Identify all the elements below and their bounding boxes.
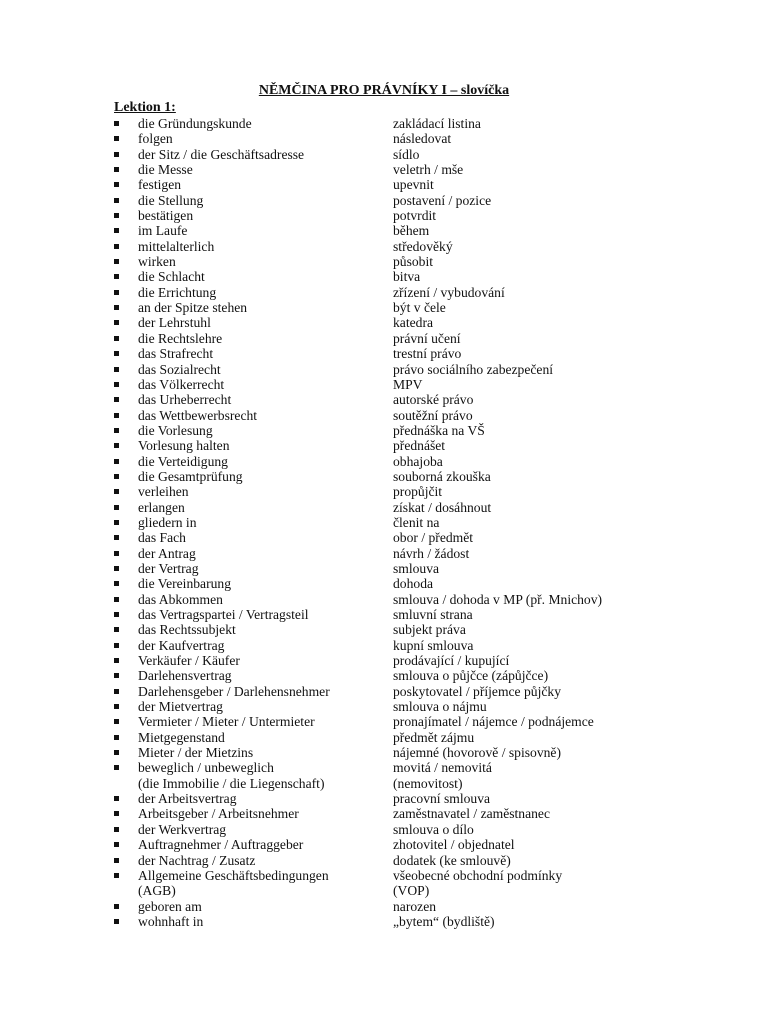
german-term: das Fach (138, 530, 186, 546)
german-term: (die Immobilie / die Liegenschaft) (138, 775, 325, 791)
czech-translation: během (393, 223, 430, 239)
czech-translation: sídlo (393, 146, 420, 162)
bullet-icon (114, 351, 119, 356)
bullet-icon (114, 811, 119, 816)
vocabulary-row (114, 914, 674, 929)
german-term: das Abkommen (138, 591, 223, 607)
vocabulary-row (114, 377, 674, 392)
czech-translation: působit (393, 254, 434, 270)
czech-translation: smlouva o nájmu (393, 699, 487, 715)
vocabulary-row (114, 438, 674, 453)
german-term: das Urheberrecht (138, 392, 232, 408)
czech-translation: „bytem“ (bydliště) (393, 913, 495, 929)
german-term: Vorlesung halten (138, 438, 230, 454)
german-term: (AGB) (138, 883, 176, 899)
czech-translation: (VOP) (393, 883, 430, 899)
vocabulary-row (114, 822, 674, 837)
czech-translation: obor / předmět (393, 530, 474, 546)
bullet-icon (114, 597, 119, 602)
czech-translation: (nemovitost) (393, 775, 463, 791)
vocabulary-row (114, 285, 674, 300)
vocabulary-row (114, 837, 674, 852)
czech-translation: všeobecné obchodní podmínky (393, 867, 563, 883)
german-term: das Vertragspartei / Vertragsteil (138, 607, 309, 622)
bullet-icon (114, 121, 119, 126)
bullet-icon (114, 735, 119, 740)
bullet-icon (114, 320, 119, 325)
german-term: Mietgegenstand (138, 729, 225, 745)
vocabulary-row (114, 300, 674, 315)
german-term: verleihen (138, 484, 189, 500)
bullet-icon (114, 719, 119, 724)
czech-translation: zhotovitel / objednatel (393, 837, 515, 853)
czech-translation: pracovní smlouva (393, 791, 491, 807)
czech-translation: propůjčit (393, 484, 443, 500)
bullet-icon (114, 704, 119, 709)
german-term: geboren am (138, 898, 202, 914)
german-term: die Vorlesung (138, 422, 213, 438)
bullet-icon (114, 673, 119, 678)
czech-translation: dodatek (ke smlouvě) (393, 852, 511, 868)
czech-translation: prodávající / kupující (393, 653, 510, 669)
vocabulary-row (114, 806, 674, 821)
page-title: NĚMČINA PRO PRÁVNÍKY I – slovíčka (258, 83, 510, 98)
german-term: die Messe (138, 162, 193, 178)
bullet-icon (114, 581, 119, 586)
czech-translation: soutěžní právo (393, 407, 473, 423)
czech-translation: pronajímatel / nájemce / podnájemce (393, 714, 594, 730)
german-term: bestätigen (138, 208, 194, 224)
bullet-icon (114, 336, 119, 341)
czech-translation: zaměstnavatel / zaměstnanec (393, 806, 550, 822)
vocabulary-list (114, 116, 674, 929)
vocabulary-row (114, 714, 674, 729)
czech-translation: autorské právo (393, 392, 474, 408)
vocabulary-row (114, 254, 674, 269)
czech-translation: bitva (393, 269, 421, 285)
vocabulary-row (114, 131, 674, 146)
czech-translation: movitá / nemovitá (393, 760, 492, 776)
bullet-icon (114, 443, 119, 448)
czech-translation: přednáška na VŠ (393, 422, 485, 438)
vocabulary-row (114, 561, 674, 576)
bullet-icon (114, 750, 119, 755)
bullet-icon (114, 274, 119, 279)
vocabulary-row (114, 500, 674, 515)
bullet-icon (114, 919, 119, 924)
czech-translation: katedra (393, 315, 433, 331)
german-term: die Stellung (138, 192, 204, 208)
bullet-icon (114, 397, 119, 402)
vocabulary-row (114, 607, 674, 622)
vocabulary-row (114, 653, 674, 668)
bullet-icon (114, 290, 119, 295)
vocabulary-row (114, 315, 674, 330)
czech-translation: trestní právo (393, 346, 462, 362)
vocabulary-row (114, 899, 674, 914)
german-term: Darlehensvertrag (138, 668, 232, 684)
german-term: die Errichtung (138, 284, 217, 300)
czech-translation: MPV (393, 376, 423, 392)
lesson-heading: Lektion 1: (114, 100, 176, 115)
czech-translation: obhajoba (393, 453, 443, 469)
bullet-icon (114, 305, 119, 310)
german-term: der Nachtrag / Zusatz (138, 852, 256, 868)
vocabulary-row (114, 776, 674, 791)
german-term: das Strafrecht (138, 346, 214, 362)
vocabulary-row (114, 668, 674, 683)
vocabulary-row (114, 730, 674, 745)
czech-translation: zakládací listina (393, 116, 481, 131)
german-term: der Antrag (138, 545, 196, 561)
vocabulary-row (114, 868, 674, 883)
vocabulary-row (114, 791, 674, 806)
german-term: der Kaufvertrag (138, 637, 225, 653)
german-term: die Gründungskunde (138, 116, 252, 131)
bullet-icon (114, 167, 119, 172)
german-term: Verkäufer / Käufer (138, 653, 240, 669)
bullet-icon (114, 689, 119, 694)
german-term: Arbeitsgeber / Arbeitsnehmer (138, 806, 299, 822)
vocabulary-row (114, 193, 674, 208)
german-term: der Lehrstuhl (138, 315, 211, 331)
bullet-icon (114, 259, 119, 264)
german-term: an der Spitze stehen (138, 300, 248, 316)
czech-translation: středověký (393, 238, 453, 254)
german-term: wirken (138, 254, 176, 270)
czech-translation: dohoda (393, 576, 434, 592)
czech-translation: upevnit (393, 177, 434, 193)
bullet-icon (114, 505, 119, 510)
bullet-icon (114, 643, 119, 648)
czech-translation: smlouva o dílo (393, 821, 474, 837)
german-term: mittelalterlich (138, 238, 215, 254)
czech-translation: veletrh / mše (393, 162, 464, 178)
german-term: Mieter / der Mietzins (138, 745, 254, 761)
vocabulary-row (114, 362, 674, 377)
german-term: folgen (138, 131, 173, 147)
czech-translation: smlouva / dohoda v MP (př. Mnichov) (393, 591, 603, 607)
bullet-icon (114, 152, 119, 157)
vocabulary-row (114, 423, 674, 438)
czech-translation: postavení / pozice (393, 192, 492, 208)
german-term: der Vertrag (138, 560, 199, 576)
czech-translation: být v čele (393, 300, 446, 316)
czech-translation: návrh / žádost (393, 545, 470, 561)
bullet-icon (114, 459, 119, 464)
german-term: wohnhaft in (138, 913, 204, 929)
vocabulary-row (114, 576, 674, 591)
german-term: der Arbeitsvertrag (138, 791, 237, 807)
bullet-icon (114, 765, 119, 770)
bullet-icon (114, 627, 119, 632)
german-term: das Rechtssubjekt (138, 622, 236, 638)
bullet-icon (114, 904, 119, 909)
german-term: die Rechtslehre (138, 330, 223, 346)
vocabulary-row (114, 239, 674, 254)
czech-translation: smluvní strana (393, 607, 473, 622)
german-term: die Schlacht (138, 269, 205, 285)
german-term: erlangen (138, 499, 185, 515)
german-term: die Vereinbarung (138, 576, 231, 592)
bullet-icon (114, 535, 119, 540)
german-term: Darlehensgeber / Darlehensnehmer (138, 683, 330, 699)
czech-translation: právo sociálního zabezpečení (393, 361, 554, 377)
german-term: Auftragnehmer / Auftraggeber (138, 837, 304, 853)
vocabulary-row (114, 883, 674, 898)
czech-translation: subjekt práva (393, 622, 466, 638)
vocabulary-row (114, 392, 674, 407)
bullet-icon (114, 367, 119, 372)
bullet-icon (114, 873, 119, 878)
vocabulary-row (114, 346, 674, 361)
vocabulary-row (114, 760, 674, 775)
bullet-icon (114, 244, 119, 249)
czech-translation: přednášet (393, 438, 446, 454)
vocabulary-row (114, 177, 674, 192)
bullet-icon (114, 796, 119, 801)
bullet-icon (114, 658, 119, 663)
vocabulary-row (114, 469, 674, 484)
czech-translation: zřízení / vybudování (393, 284, 505, 300)
german-term: der Werkvertrag (138, 821, 227, 837)
german-term: gliedern in (138, 514, 197, 530)
german-term: der Mietvertrag (138, 699, 223, 715)
vocabulary-row (114, 853, 674, 868)
vocabulary-row (114, 454, 674, 469)
czech-translation: kupní smlouva (393, 637, 474, 653)
vocabulary-row (114, 208, 674, 223)
vocabulary-row (114, 162, 674, 177)
german-term: die Gesamtprüfung (138, 468, 243, 484)
bullet-icon (114, 413, 119, 418)
czech-translation: souborná zkouška (393, 468, 491, 484)
bullet-icon (114, 213, 119, 218)
german-term: im Laufe (138, 223, 188, 239)
czech-translation: potvrdit (393, 208, 437, 224)
vocabulary-row (114, 147, 674, 162)
german-term: beweglich / unbeweglich (138, 760, 274, 776)
german-term: das Sozialrecht (138, 361, 221, 377)
bullet-icon (114, 827, 119, 832)
bullet-icon (114, 842, 119, 847)
czech-translation: poskytovatel / příjemce půjčky (393, 683, 561, 699)
vocabulary-row (114, 116, 674, 131)
czech-translation: smlouva (393, 560, 440, 576)
bullet-icon (114, 182, 119, 187)
bullet-icon (114, 520, 119, 525)
bullet-icon (114, 566, 119, 571)
vocabulary-row (114, 331, 674, 346)
vocabulary-row (114, 745, 674, 760)
german-term: Allgemeine Geschäftsbedingungen (138, 867, 329, 883)
bullet-icon (114, 474, 119, 479)
german-term: das Wettbewerbsrecht (138, 407, 258, 423)
czech-translation: předmět zájmu (393, 729, 475, 745)
bullet-icon (114, 858, 119, 863)
bullet-icon (114, 612, 119, 617)
bullet-icon (114, 428, 119, 433)
bullet-icon (114, 489, 119, 494)
vocabulary-row (114, 546, 674, 561)
german-term: das Völkerrecht (138, 376, 225, 392)
czech-translation: následovat (393, 131, 452, 147)
vocabulary-row (114, 530, 674, 545)
vocabulary-row (114, 223, 674, 238)
czech-translation: právní učení (393, 330, 461, 346)
bullet-icon (114, 198, 119, 203)
german-term: Vermieter / Mieter / Untermieter (138, 714, 315, 730)
german-term: die Verteidigung (138, 453, 228, 469)
bullet-icon (114, 228, 119, 233)
czech-translation: nájemné (hovorově / spisovně) (393, 745, 561, 761)
czech-translation: získat / dosáhnout (393, 499, 492, 515)
vocabulary-row (114, 515, 674, 530)
german-term: der Sitz / die Geschäftsadresse (138, 146, 305, 162)
vocabulary-row (114, 484, 674, 499)
german-term: festigen (138, 177, 182, 193)
bullet-icon (114, 382, 119, 387)
vocabulary-row (114, 408, 674, 423)
czech-translation: narozen (393, 898, 437, 914)
czech-translation: členit na (393, 514, 440, 530)
czech-translation: smlouva o půjčce (zápůjčce) (393, 668, 549, 684)
vocabulary-row (114, 638, 674, 653)
vocabulary-row (114, 699, 674, 714)
vocabulary-row (114, 269, 674, 284)
bullet-icon (114, 551, 119, 556)
vocabulary-row (114, 684, 674, 699)
bullet-icon (114, 136, 119, 141)
vocabulary-row (114, 622, 674, 637)
vocabulary-row (114, 592, 674, 607)
